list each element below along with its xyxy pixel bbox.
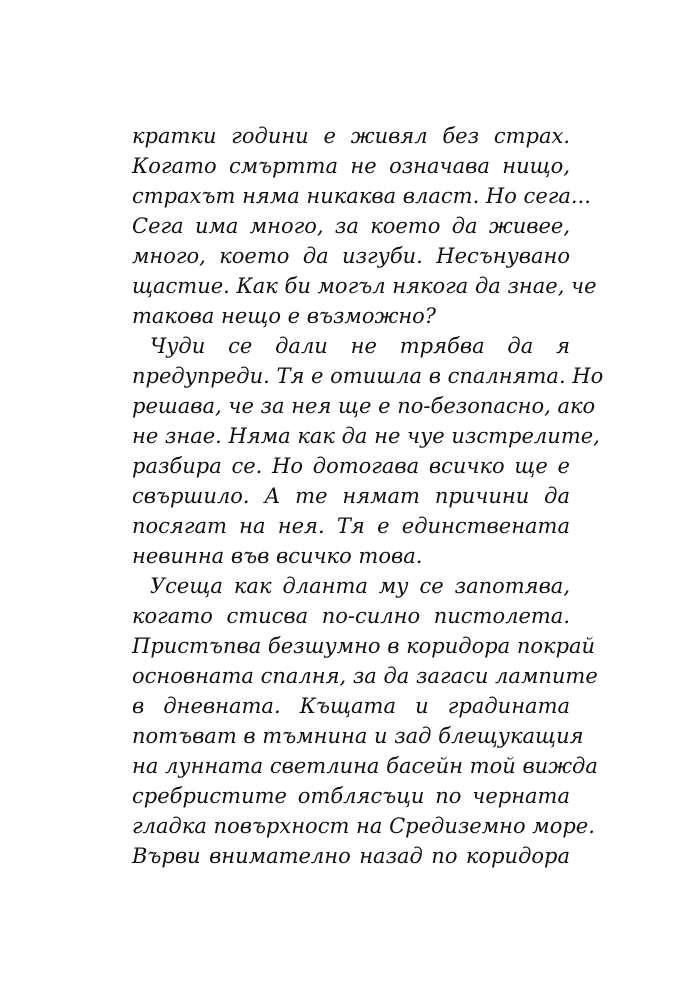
paragraph-3 <box>132 571 598 871</box>
text-line: Усеща как дланта му се запотява, <box>150 574 570 598</box>
text-line: разбира се. Но дотогава всичко ще е <box>132 454 570 478</box>
text-line: гладка повърхност на Средиземно море. <box>132 814 595 838</box>
text-line: предупреди. Тя е отишла в спалнята. Но <box>132 364 604 388</box>
text-line: сребристите отблясъци по черната <box>132 784 570 808</box>
text-line: щастие. Как би могъл някога да знае, че <box>132 274 597 298</box>
text-line: страхът няма никаква власт. Но сега... <box>132 184 591 208</box>
text-line: не знае. Няма как да не чуе изстрелите, <box>132 424 600 448</box>
book-page-text <box>132 121 604 871</box>
text-line: такова нещо е възможно? <box>132 304 437 328</box>
paragraph-1 <box>132 121 597 331</box>
text-line: решава, че за нея ще е по-безопасно, ако <box>132 394 596 418</box>
text-line: кратки години е живял без страх. <box>132 124 570 148</box>
text-line: много, което да изгуби. Несънувано <box>132 244 570 268</box>
text-line: Сега има много, за което да живее, <box>132 214 570 238</box>
text-line: основната спалня, за да загаси лампите <box>132 664 598 688</box>
text-line: Чуди се дали не трябва да я <box>150 334 570 358</box>
text-line: в дневната. Къщата и градината <box>132 694 570 718</box>
text-line: на лунната светлина басейн той вижда <box>132 754 598 778</box>
text-line: Когато смъртта не означава нищо, <box>132 154 570 178</box>
text-line: свършило. А те нямат причини да <box>132 484 570 508</box>
text-line: невинна във всичко това. <box>132 544 423 568</box>
text-line: посягат на нея. Тя е единствената <box>132 514 570 538</box>
text-line: потъват в тъмнина и зад блещукащия <box>132 724 584 748</box>
text-line: Върви внимателно назад по коридора <box>132 844 570 868</box>
text-line: Пристъпва безшумно в коридора покрай <box>132 634 596 658</box>
paragraph-2 <box>132 331 604 571</box>
text-line: когато стисва по-силно пистолета. <box>132 604 570 628</box>
